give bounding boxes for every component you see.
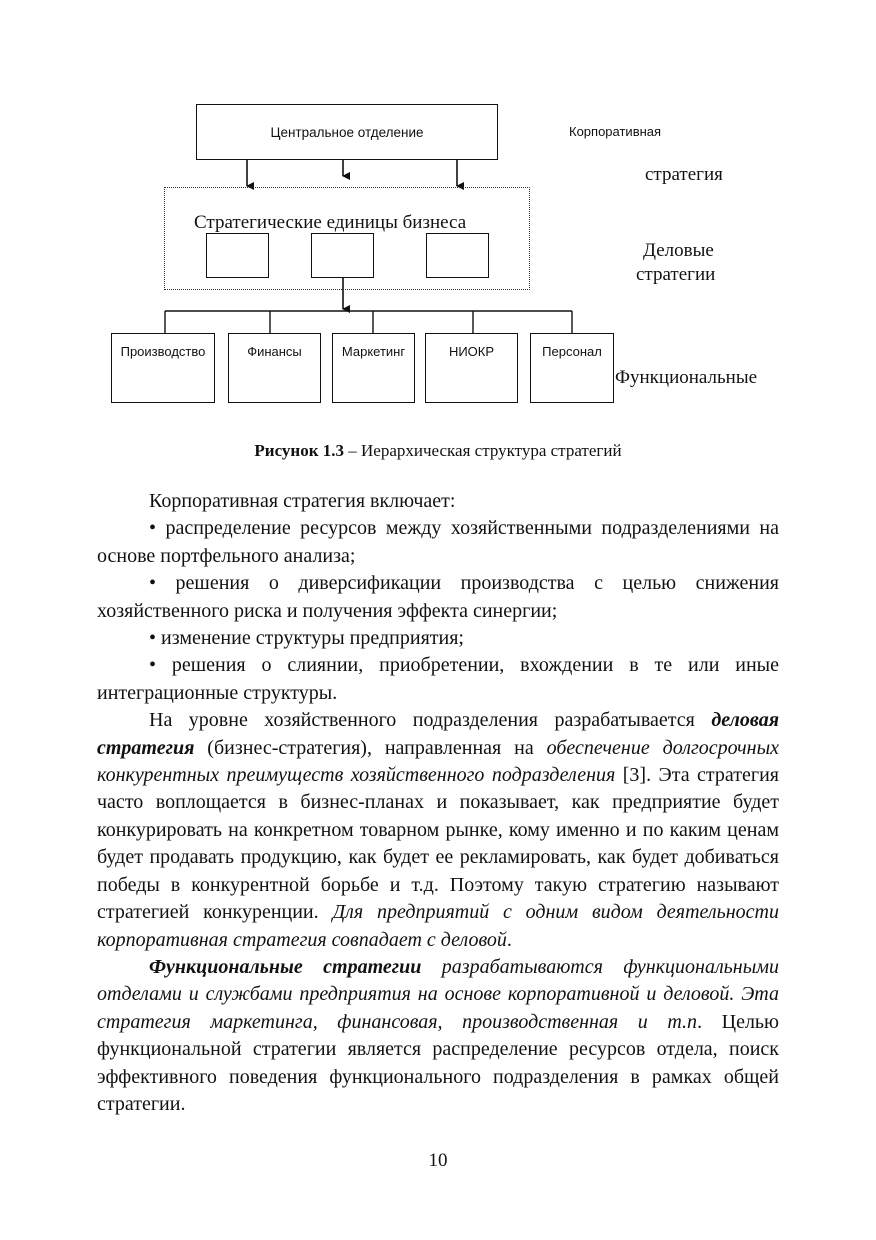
bullet-4: • решения о слиянии, приобретении, вхождении в те или иные интеграционные структуры. <box>97 654 779 704</box>
function-box-rnd <box>425 333 518 403</box>
p2-g: . <box>506 928 512 951</box>
page-number: 10 <box>428 1150 448 1171</box>
caption-text: – Иерархическая структура стратегий <box>344 441 622 460</box>
corporate-strategy-label: стратегия <box>645 164 723 185</box>
bullet-3: • изменение структуры предприятия; <box>149 627 464 650</box>
paragraph-business-strategy <box>97 707 779 954</box>
paragraph-functional-strategy <box>97 954 779 1118</box>
functional-label: Функциональные <box>615 367 758 388</box>
p3-term: Функциональные стратегии <box>149 955 422 978</box>
central-division-label: Центральное отделение <box>270 124 424 140</box>
p2-term: деловая стратегия <box>97 709 779 759</box>
central-division-box <box>196 104 498 160</box>
p2-e: [3]. Эта стратегия часто воплощается в бизнес-планах и показывает, как предприятие будет конкурировать на конкретном товарном рынке, кому именно и по каким ценам будет продавать продукцию, как будет ее рекламировать, как будет добиваться победы в конкурентной борьбе и т.д. Поэтому такую стратегию называют стратегией конкуренции. <box>97 764 779 924</box>
p2-a: На уровне хозяйственного подразделения разрабатывается <box>149 709 712 732</box>
sbu-box-2 <box>311 233 374 278</box>
body-text <box>97 488 779 1118</box>
corporate-label: Корпоративная <box>569 124 662 139</box>
function-label: Финансы <box>247 344 302 359</box>
p2-f: Для предприятий с одним видом деятельности корпоративная стратегия совпадает с деловой <box>97 901 779 951</box>
bullet-1: • распределение ресурсов между хозяйственными подразделениями на основе портфельного анализа; <box>97 517 779 567</box>
figure-caption <box>0 441 876 461</box>
p2-c: (бизнес-стратегия), направленная на <box>194 736 547 759</box>
strategy-hierarchy-diagram <box>0 0 876 430</box>
p3-b: разрабатываются функциональными отделами и службами предприятия на основе корпоративной и деловой. Эта стратегия маркетинга, финансовая, производственная и т.п <box>97 955 780 1033</box>
p3-c: . Целью функциональной стратегии является распределение ресурсов отдела, поиск эффективного поведения функционального подразделения в рамках общей стратегии. <box>97 1010 779 1115</box>
function-label: НИОКР <box>448 344 495 359</box>
caption-number: Рисунок 1.3 <box>254 441 344 460</box>
business-label-1: Деловые <box>643 240 714 261</box>
bullet-2: • решения о диверсификации производства с целью снижения хозяйственного риска и получения эффекта синергии; <box>97 572 779 622</box>
function-label: Производство <box>120 344 206 359</box>
sbu-title: Стратегические единицы бизнеса <box>194 212 467 233</box>
function-box-marketing <box>332 333 415 403</box>
p2-d: обеспечение долгосрочных конкурентных преимуществ хозяйственного подразделения <box>97 736 779 787</box>
business-label-2: стратегии <box>636 264 716 285</box>
sbu-box-1 <box>206 233 269 278</box>
function-box-finance <box>228 333 321 403</box>
function-label: Маркетинг <box>341 344 406 359</box>
function-box-personnel <box>530 333 614 403</box>
paragraph-intro: Корпоративная стратегия включает: <box>149 490 456 512</box>
function-label: Персонал <box>542 344 602 359</box>
sbu-box-3 <box>426 233 489 278</box>
function-box-production <box>111 333 215 403</box>
